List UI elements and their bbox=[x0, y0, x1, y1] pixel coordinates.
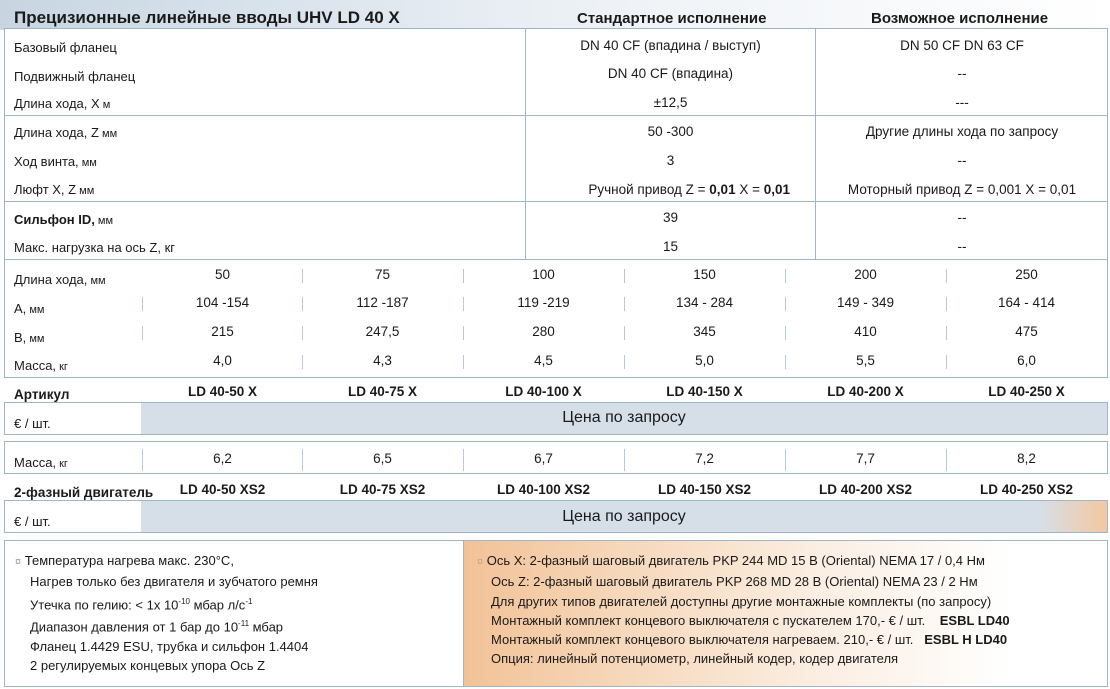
column-tick bbox=[624, 269, 625, 283]
motor-mass-cell: 7,2 bbox=[695, 451, 714, 466]
price-request-2: Цена по запросу bbox=[562, 508, 686, 525]
note-temp: ¤ Температура нагрева макс. 230°С, bbox=[15, 553, 234, 568]
dims-stroke-cell: 75 bbox=[374, 267, 391, 282]
note-other-motors: Для других типов двигателей доступны другие монтажные комплекты (по запросу) bbox=[491, 593, 992, 609]
spec-std-backlash: Ручной привод Z = 0,01 X = 0,01 bbox=[588, 182, 790, 197]
column-tick bbox=[463, 269, 464, 283]
column-tick bbox=[302, 269, 303, 283]
spec-opt-stroke-z: Другие длины хода по запросу bbox=[865, 124, 1059, 139]
motor-mass-cell: 6,5 bbox=[373, 451, 392, 466]
article-code: LD 40-150 X bbox=[666, 384, 743, 399]
column-tick bbox=[785, 355, 786, 369]
dims-a-cell: 119 -219 bbox=[517, 295, 570, 310]
spec-opt-backlash: Моторный привод Z = 0,001 X = 0,01 bbox=[847, 182, 1077, 197]
spec-opt-stroke-x: --- bbox=[955, 95, 969, 110]
dims-b-cell: 345 bbox=[693, 324, 716, 339]
spec-std-bellows-id: 39 bbox=[662, 210, 679, 225]
spec-label-bellows-id: Сильфон ID, мм bbox=[14, 212, 114, 227]
spec-std-base-flange: DN 40 CF (впадина / выступ) bbox=[580, 38, 761, 53]
dims-a-cell: 104 -154 bbox=[195, 295, 250, 310]
dims-b-cell: 247,5 bbox=[365, 324, 400, 339]
column-tick bbox=[624, 297, 625, 311]
column-tick bbox=[302, 326, 303, 340]
price-label-1: € / шт. bbox=[14, 416, 51, 431]
article-code: LD 40-75 X bbox=[347, 384, 418, 399]
dims-mass-cell: 4,3 bbox=[373, 353, 392, 368]
column-tick bbox=[624, 326, 625, 340]
article-code: LD 40-200 X bbox=[827, 384, 904, 399]
notes-right-content bbox=[477, 551, 1010, 669]
column-tick bbox=[946, 355, 947, 369]
column-tick bbox=[946, 326, 947, 340]
article-code: LD 40-50 X bbox=[187, 384, 258, 399]
dims-a-cell: 112 -187 bbox=[356, 295, 409, 310]
divider-optional bbox=[815, 28, 816, 260]
column-tick bbox=[302, 355, 303, 369]
article-label: Артикул bbox=[14, 387, 70, 402]
column-tick bbox=[785, 297, 786, 311]
spec-label-stroke-x: Длина хода, X м bbox=[14, 96, 111, 111]
dims-b-cell: 410 bbox=[854, 324, 877, 339]
dims-label-a: А, мм bbox=[14, 301, 45, 316]
motor-mass-cell: 6,2 bbox=[213, 451, 232, 466]
dims-a-cell: 134 - 284 bbox=[675, 295, 734, 310]
note-stops: 2 регулируемых концевых упора Ось Z bbox=[30, 658, 266, 674]
column-tick bbox=[946, 449, 947, 471]
col-standard-heading: Стандартное исполнение bbox=[577, 10, 767, 27]
motor-article-code: LD 40-250 XS2 bbox=[979, 482, 1074, 497]
column-tick bbox=[463, 449, 464, 471]
motor-article-code: LD 40-200 XS2 bbox=[818, 482, 913, 497]
dims-label-b: B, мм bbox=[14, 330, 45, 345]
column-tick bbox=[463, 355, 464, 369]
dims-b-cell: 280 bbox=[532, 324, 555, 339]
dims-mass-cell: 6,0 bbox=[1017, 353, 1036, 368]
dims-label-mass: Масса, кг bbox=[14, 358, 68, 373]
spec-std-max-load: 15 bbox=[662, 239, 679, 254]
column-tick bbox=[302, 297, 303, 311]
dims-label-stroke: Длина хода, мм bbox=[14, 272, 106, 287]
article-code: LD 40-100 X bbox=[505, 384, 582, 399]
spec-label-screw-pitch: Ход винта, мм bbox=[14, 154, 97, 169]
dims-a-cell: 164 - 414 bbox=[997, 295, 1056, 310]
note-option: Опция: линейный потенциометр, линейный кодер, кодер двигателя bbox=[491, 651, 899, 667]
note-material: Фланец 1.4429 ESU, трубка и сильфон 1.4404 bbox=[30, 638, 309, 654]
motor-mass-cell: 8,2 bbox=[1017, 451, 1036, 466]
dims-mass-cell: 5,0 bbox=[695, 353, 714, 368]
divider-standard bbox=[525, 28, 526, 260]
motor-article-code: LD 40-100 XS2 bbox=[496, 482, 591, 497]
spec-opt-base-flange: DN 50 CF DN 63 CF bbox=[900, 38, 1024, 53]
motor-label: 2-фазный двигатель bbox=[14, 485, 154, 500]
bullet-icon: ¤ bbox=[15, 556, 22, 568]
dims-stroke-cell: 150 bbox=[693, 267, 716, 282]
col-optional-heading: Возможное исполнение bbox=[871, 10, 1049, 27]
note-motor-x: ¤ Ось Х: 2-фазный шаговый двигатель PKP 244 MD 15 B (Oriental) NEMA 17 / 0,4 Нм bbox=[477, 553, 985, 568]
dims-b-cell: 215 bbox=[211, 324, 234, 339]
column-tick bbox=[785, 269, 786, 283]
spec-label-stroke-z: Длина хода, Z мм bbox=[14, 125, 118, 140]
price-label-2: € / шт. bbox=[14, 514, 51, 529]
dims-b-cell: 475 bbox=[1015, 324, 1038, 339]
spec-label-max-load: Макс. нагрузка на ось Z, кг bbox=[14, 240, 176, 255]
note-kit-2: Монтажный комплект концевого выключателя нагреваем. 210,- € / шт. ESBL H LD40 bbox=[491, 632, 1008, 648]
notes-left-content bbox=[15, 551, 318, 675]
column-tick bbox=[624, 355, 625, 369]
column-tick bbox=[463, 326, 464, 340]
motor-article-code: LD 40-150 XS2 bbox=[657, 482, 752, 497]
motor-mass-cell: 6,7 bbox=[534, 451, 553, 466]
spec-label-moving-flange: Подвижный фланец bbox=[14, 69, 136, 84]
dims-stroke-cell: 250 bbox=[1015, 267, 1038, 282]
note-pressure: Диапазон давления от 1 бар до $10^{-11}$ мбар bbox=[30, 619, 284, 635]
spec-std-screw-pitch: 3 bbox=[666, 153, 675, 168]
dims-mass-cell: 5,5 bbox=[856, 353, 875, 368]
column-tick bbox=[785, 326, 786, 340]
note-kit-1: Монтажный комплект концевого выключателя с пускателем 170,- € / шт. ESBL LD40 bbox=[491, 612, 1010, 628]
spec-opt-moving-flange: -- bbox=[957, 66, 967, 81]
column-tick bbox=[785, 449, 786, 471]
spec-opt-bellows-id: -- bbox=[957, 210, 967, 225]
column-tick bbox=[946, 269, 947, 283]
motor-article-code: LD 40-75 XS2 bbox=[339, 482, 426, 497]
column-tick bbox=[142, 297, 143, 311]
spec-std-stroke-x: ±12,5 bbox=[653, 95, 688, 110]
column-tick bbox=[624, 449, 625, 471]
motor-mass-label: Масса, кг bbox=[14, 455, 68, 470]
column-tick bbox=[463, 297, 464, 311]
motor-mass-cell: 7,7 bbox=[856, 451, 875, 466]
spec-std-stroke-z: 50 -300 bbox=[647, 124, 694, 139]
dims-mass-cell: 4,5 bbox=[534, 353, 553, 368]
spec-opt-screw-pitch: -- bbox=[957, 153, 967, 168]
column-tick bbox=[302, 449, 303, 471]
dims-stroke-cell: 50 bbox=[214, 267, 231, 282]
price-request-1: Цена по запросу bbox=[562, 409, 686, 426]
spec-label-base-flange: Базовый фланец bbox=[14, 40, 117, 55]
note-leak: Утечка по гелию: < 1х $10^{-10}$ мбар $л/с^{-1}$ bbox=[30, 596, 253, 612]
note-heating: Нагрев только без двигателя и зубчатого ремня bbox=[30, 574, 318, 590]
bullet-icon: ¤ bbox=[477, 556, 484, 568]
dims-stroke-cell: 200 bbox=[854, 267, 877, 282]
page-title: Прецизионные линейные вводы UHV LD 40 X bbox=[14, 8, 400, 27]
spec-opt-max-load: -- bbox=[957, 239, 967, 254]
column-tick bbox=[142, 326, 143, 340]
dims-mass-cell: 4,0 bbox=[213, 353, 232, 368]
spec-std-moving-flange: DN 40 CF (впадина) bbox=[607, 66, 734, 81]
motor-article-code: LD 40-50 XS2 bbox=[179, 482, 266, 497]
note-motor-z: Ось Z: 2-фазный шаговый двигатель PKP 268 MD 28 B (Oriental) NEMA 23 / 2 Нм bbox=[491, 574, 978, 590]
column-tick bbox=[946, 297, 947, 311]
column-tick bbox=[142, 449, 143, 471]
dims-stroke-cell: 100 bbox=[532, 267, 555, 282]
dims-a-cell: 149 - 349 bbox=[836, 295, 895, 310]
spec-label-backlash: Люфт X, Z мм bbox=[14, 182, 95, 197]
article-code: LD 40-250 X bbox=[988, 384, 1065, 399]
